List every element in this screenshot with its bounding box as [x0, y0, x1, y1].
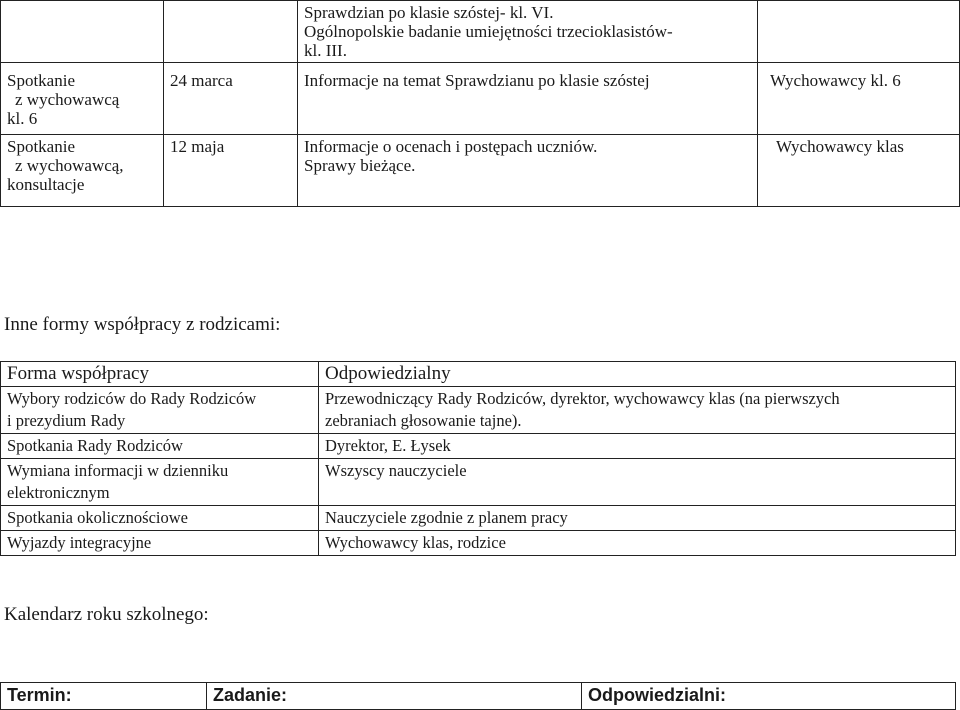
form-cell: Spotkania okolicznościowe — [1, 506, 319, 531]
responsible-cell: Wychowawcy klas, rodzice — [319, 531, 956, 556]
col-form-header: Forma współpracy — [1, 362, 319, 387]
table-row — [1, 506, 956, 531]
table-header-row — [1, 362, 956, 387]
table-row — [1, 1, 960, 63]
form-cell: Spotkania Rady Rodziców — [1, 434, 319, 459]
event-cell: Sprawdzian po klasie szóstej- kl. VI. Ogólnopolskie badanie umiejętności trzecioklasistów- kl. III. — [298, 1, 758, 63]
col-term-header: Termin: — [1, 683, 207, 710]
col-responsible-header: Odpowiedzialni: — [582, 683, 956, 710]
responsible-cell — [758, 1, 960, 63]
table-row — [1, 434, 956, 459]
table-row — [1, 531, 956, 556]
table-header-row — [1, 683, 956, 710]
col-task-header: Zadanie: — [207, 683, 582, 710]
form-cell: Wyjazdy integracyjne — [1, 531, 319, 556]
topic-cell: Informacje na temat Sprawdzianu po klasie szóstej — [298, 63, 758, 135]
other-forms-table — [0, 361, 956, 556]
responsible-cell: Nauczyciele zgodnie z planem pracy — [319, 506, 956, 531]
topic-cell: Informacje o ocenach i postępach uczniów. Sprawy bieżące. — [298, 135, 758, 207]
calendar-table — [0, 682, 956, 710]
responsible-cell: Wszyscy nauczyciele — [319, 459, 956, 506]
table-row — [1, 459, 956, 506]
table-row — [1, 387, 956, 434]
responsible-cell: Wychowawcy klas — [758, 135, 960, 207]
other-forms-heading: Inne formy współpracy z rodzicami: — [4, 314, 281, 335]
responsible-cell: Wychowawcy kl. 6 — [758, 63, 960, 135]
table-row — [1, 63, 960, 135]
responsible-cell: Dyrektor, E. Łysek — [319, 434, 956, 459]
meetings-table — [0, 0, 960, 207]
date-cell — [164, 1, 298, 63]
date-cell: 24 marca — [164, 63, 298, 135]
type-cell — [1, 1, 164, 63]
form-cell: Wybory rodziców do Rady Rodziców i prezydium Rady — [1, 387, 319, 434]
type-cell: Spotkanie z wychowawcą, konsultacje — [1, 135, 164, 207]
form-cell: Wymiana informacji w dzienniku elektronicznym — [1, 459, 319, 506]
responsible-cell: Przewodniczący Rady Rodziców, dyrektor, wychowawcy klas (na pierwszych zebraniach głosowanie tajne). — [319, 387, 956, 434]
calendar-heading: Kalendarz roku szkolnego: — [4, 604, 209, 625]
date-cell: 12 maja — [164, 135, 298, 207]
col-responsible-header: Odpowiedzialny — [319, 362, 956, 387]
table-row — [1, 135, 960, 207]
type-cell: Spotkanie z wychowawcą kl. 6 — [1, 63, 164, 135]
